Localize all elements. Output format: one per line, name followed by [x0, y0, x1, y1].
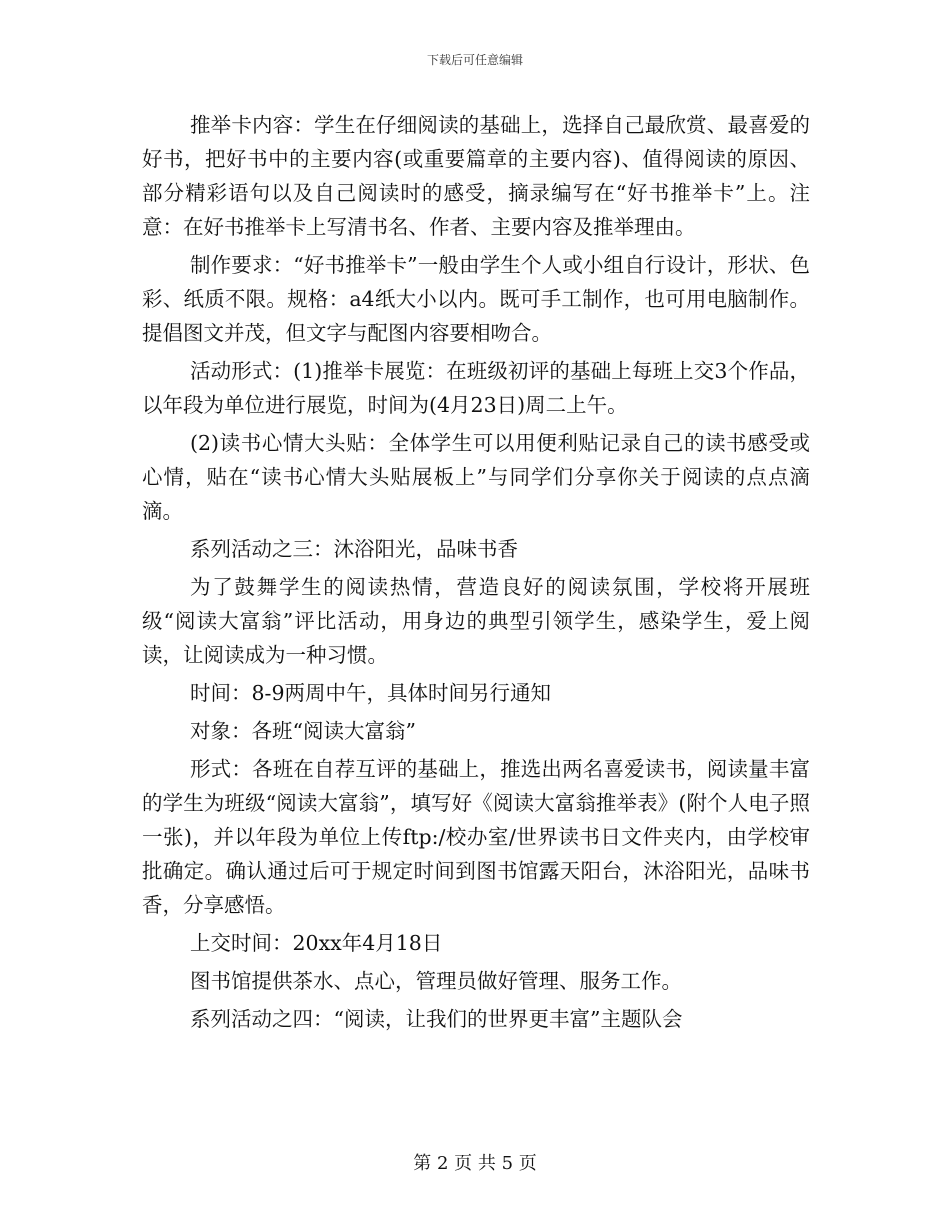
page-number-footer: 第 2 页 共 5 页: [413, 1153, 537, 1174]
paragraph-activity-format: 活动形式：(1)推举卡展览：在班级初评的基础上每班上交3个作品，以年段为单位进行展览，时间为(4月23日)周二上午。: [142, 359, 810, 417]
document-body: [142, 108, 810, 1040]
paragraph-series-activity-three: 系列活动之三：沐浴阳光，品味书香: [190, 537, 518, 561]
paragraph-series-activity-four: 系列活动之四：“阅读，让我们的世界更丰富”主题队会: [190, 1007, 683, 1031]
paragraph-production-requirements: 制作要求：“好书推举卡”一般由学生个人或小组自行设计，形状、色彩、纸质不限。规格：a4纸大小以内。既可手工制作，也可用电脑制作。提倡图文并茂，但文字与配图内容要相吻合。: [142, 253, 810, 345]
paragraph-recommendation-card-content: 推举卡内容：学生在仔细阅读的基础上，选择自己最欣赏、最喜爱的好书，把好书中的主要内容(或重要篇章的主要内容)、值得阅读的原因、部分精彩语句以及自己阅读时的感受，摘录编写在“好书推举卡”上。注意：在好书推举卡上写清书名、作者、主要内容及推举理由。: [142, 113, 810, 239]
paragraph-target: 对象：各班“阅读大富翁”: [190, 719, 416, 743]
paragraph-selection-format: 形式：各班在自荐互评的基础上，推选出两名喜爱读书，阅读量丰富的学生为班级“阅读大富翁”，填写好《阅读大富翁推举表》(附个人电子照一张)，并以年段为单位上传ftp:/校办室/世界读书日文件夹内，由学校审批确定。确认通过后可于规定时间到图书馆露天阳台，沐浴阳光，品味书香，分享感悟。: [142, 757, 810, 917]
page-header: 下载后可任意编辑: [426, 53, 523, 67]
paragraph-submission-time: 上交时间：20xx年4月18日: [190, 931, 443, 955]
paragraph-library-service: 图书馆提供茶水、点心，管理员做好管理、服务工作。: [190, 969, 682, 993]
paragraph-reading-tycoon-intro: 为了鼓舞学生的阅读热情，营造良好的阅读氛围，学校将开展班级“阅读大富翁”评比活动，用身边的典型引领学生，感染学生，爱上阅读，让阅读成为一种习惯。: [142, 575, 810, 667]
paragraph-time: 时间：8-9两周中午，具体时间另行通知: [190, 681, 552, 705]
paragraph-reading-mood-sticker: (2)读书心情大头贴：全体学生可以用便利贴记录自己的读书感受或心情，贴在“读书心情大头贴展板上”与同学们分享你关于阅读的点点滴滴。: [142, 431, 810, 523]
